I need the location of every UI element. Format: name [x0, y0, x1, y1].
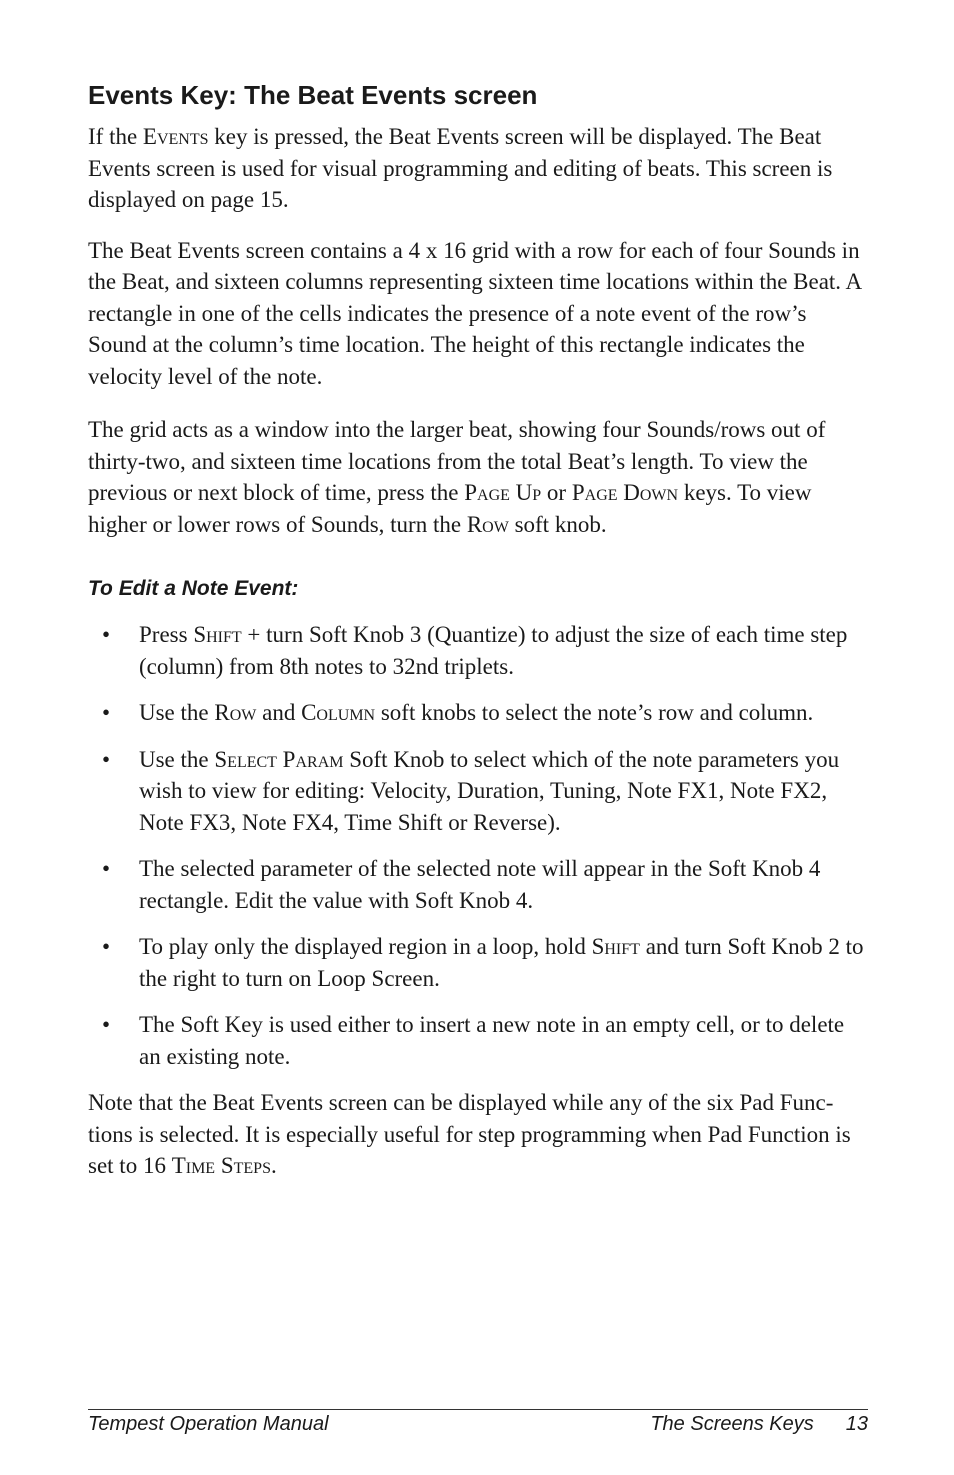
- text-run: Soft Knob to select which of the note parameters you wish to view for editing: Velocity, Duration, Tuning, Note FX1, Note FX2, Note FX3, Note FX4, Time Shift or Reverse).: [139, 746, 840, 835]
- text-run: + turn Soft Knob 3 (Quantize) to adjust the size of each time step (column) from 8th notes to 32nd triplets.: [139, 622, 848, 679]
- text-run: key is pressed, the Beat Events screen will be displayed. The Beat Events screen is used for visual programming and editing of beats. This screen is displayed on page 15.: [88, 124, 833, 213]
- list-item: [88, 744, 868, 839]
- list-item: [88, 853, 868, 916]
- column-knob-name: Column: [301, 700, 376, 726]
- text-run: and turn Soft Knob 2 to the right to turn on Loop Screen.: [139, 934, 864, 991]
- page-up-key-name: Page Up: [464, 480, 542, 506]
- list-item: [88, 1009, 868, 1072]
- list-item: [88, 931, 868, 994]
- row-knob-name: Row: [466, 511, 509, 537]
- text-run: Use the: [139, 700, 215, 726]
- bullet-icon: •: [102, 1012, 111, 1038]
- select-param-knob-name: Select Param: [214, 746, 344, 772]
- page-footer: [88, 1413, 868, 1436]
- text-run: keys. To view higher or lower rows of Sounds, turn the: [88, 480, 812, 537]
- list-item: [88, 697, 868, 729]
- footer-right: [650, 1413, 868, 1436]
- bullet-icon: •: [102, 700, 111, 726]
- text-run: The grid acts as a window into the larger beat, showing four Sounds/rows out of thirty-two, and sixteen time locations from the total Beat’s length. To view the previous or next block of time, press the: [88, 417, 826, 506]
- window-paragraph: [88, 414, 868, 540]
- page-down-key-name: Page Down: [571, 480, 679, 506]
- text-run: Note that the Beat Events screen can be displayed while any of the six Pad Func-tions is selected. It is especially useful for step programming when Pad Function is set to 16: [88, 1090, 851, 1179]
- text-run: or: [541, 480, 572, 506]
- footer-divider: [88, 1409, 868, 1410]
- grid-description-paragraph: The Beat Events screen contains a 4 x 16 grid with a row for each of four Sounds in the Beat, and sixteen columns representing sixteen time locations within the Beat. A rectangle in one of the cells indicates the presence of a note event of the row’s Sound at the column’s time location. The height of this rectangle indicates the velocity level of the note.: [88, 237, 861, 389]
- list-item: [88, 619, 868, 682]
- section-heading: Events Key: The Beat Events screen: [88, 80, 538, 110]
- page-number: 13: [845, 1413, 868, 1435]
- text-run: soft knob.: [508, 511, 607, 537]
- bullet-icon: •: [102, 934, 111, 960]
- text-run: and: [256, 700, 302, 726]
- row-knob-name: Row: [214, 700, 257, 726]
- text-run: Use the: [139, 746, 215, 772]
- text-run: The Soft Key is used either to insert a new note in an empty cell, or to delete an existing note.: [139, 1012, 845, 1069]
- time-steps-name: Time Steps: [171, 1153, 271, 1179]
- events-key-name: Events: [142, 124, 209, 150]
- bullet-icon: •: [102, 622, 111, 648]
- instruction-list: [88, 619, 868, 1072]
- manual-title: Tempest Operation Manual: [88, 1413, 329, 1435]
- text-run: .: [270, 1153, 277, 1179]
- section-name: The Screens Keys: [650, 1413, 814, 1435]
- bullet-icon: •: [102, 746, 111, 772]
- text-run: soft knobs to select the note’s row and column.: [375, 700, 814, 726]
- shift-key-name: Shift: [193, 622, 242, 648]
- text-run: Press: [139, 622, 194, 648]
- closing-paragraph: [88, 1087, 868, 1182]
- bullet-icon: •: [102, 856, 111, 882]
- subheading: To Edit a Note Event:: [88, 577, 299, 601]
- page-content: [88, 80, 868, 1201]
- shift-key-name: Shift: [591, 934, 640, 960]
- text-run: To play only the displayed region in a loop, hold: [139, 934, 592, 960]
- text-run: If the: [88, 124, 143, 150]
- text-run: The selected parameter of the selected note will appear in the Soft Knob 4 rectangle. Edit the value with Soft Knob 4.: [139, 856, 821, 913]
- intro-paragraph: [88, 121, 868, 216]
